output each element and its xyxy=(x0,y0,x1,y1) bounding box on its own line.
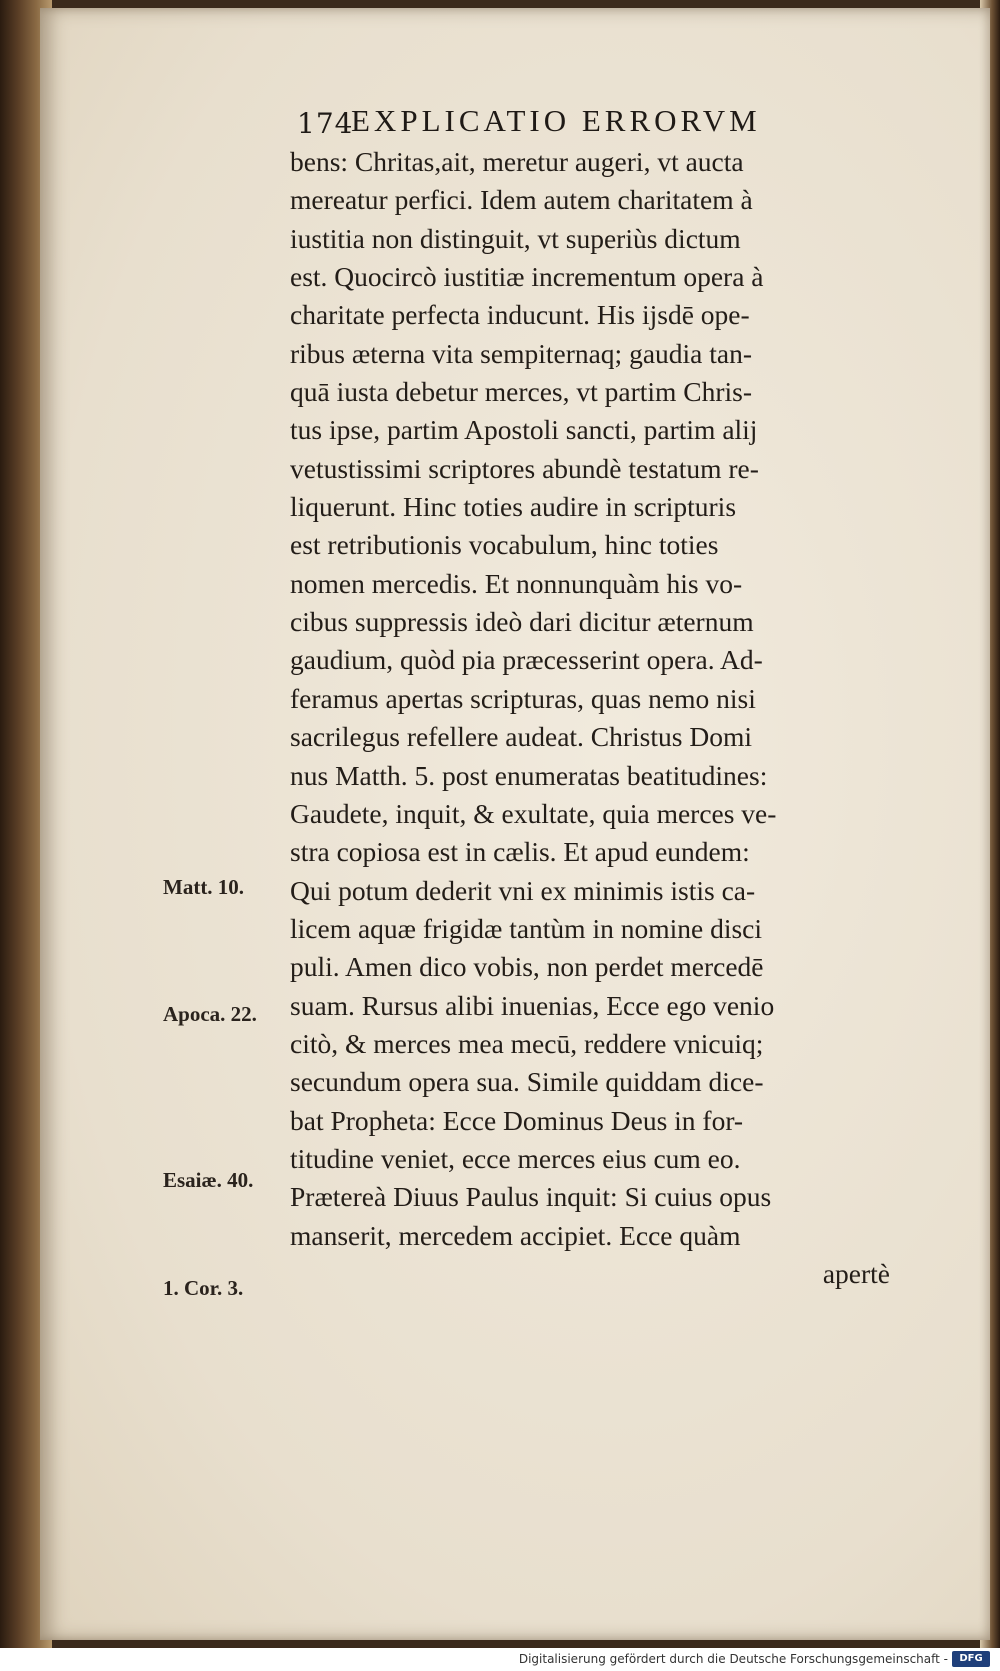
dfg-logo: DFG xyxy=(952,1651,990,1667)
text-line: manserit, mercedem accipiet. Ecce quàm xyxy=(290,1219,741,1251)
text-line: suam. Rursus alibi inuenias, Ecce ego venio xyxy=(290,989,775,1021)
text-line: ribus æterna vita sempiternaq; gaudia tan- xyxy=(290,337,753,369)
text-line: Gaudete, inquit, & exultate, quia merces ve- xyxy=(290,797,777,829)
text-line: citò, & merces mea mecū, reddere vnicuiq; xyxy=(290,1027,764,1059)
text-line: stra copiosa est in cælis. Et apud eundem: xyxy=(290,836,750,868)
page-header xyxy=(297,103,917,147)
text-line: est. Quocircò iustitiæ incrementum opera à xyxy=(290,261,764,293)
text-line: iustitia non distinguit, vt superiùs dictum xyxy=(290,222,741,254)
text-line: Prætereà Diuus Paulus inquit: Si cuius opus xyxy=(290,1181,772,1213)
text-line: est retributionis vocabulum, hinc toties xyxy=(290,529,719,561)
text-line: liquerunt. Hinc toties audire in scripturis xyxy=(290,491,737,523)
text-line: gaudium, quòd pia præcesserint opera. Ad- xyxy=(290,644,763,676)
text-line: mereatur perfici. Idem autem charitatem à xyxy=(290,184,753,216)
text-line: quā iusta debetur merces, vt partim Chris- xyxy=(290,376,753,408)
text-line: charitate perfecta inducunt. His ijsdē ope- xyxy=(290,299,750,331)
marginal-reference: Apoca. 22. xyxy=(163,1002,257,1026)
text-line: sacrilegus refellere audeat. Christus Domi xyxy=(290,721,752,753)
text-line: titudine veniet, ecce merces eius cum eo. xyxy=(290,1142,741,1174)
text-line: puli. Amen dico vobis, non perdet mercedē xyxy=(290,951,764,983)
text-line: bens: Chritas,ait, meretur augeri, vt aucta xyxy=(290,146,744,177)
body-text-block xyxy=(290,143,920,1293)
text-line: tus ipse, partim Apostoli sancti, partim alij xyxy=(290,414,758,446)
marginal-reference: 1. Cor. 3. xyxy=(163,1276,244,1300)
text-line: licem aquæ frigidæ tantùm in nomine disci xyxy=(290,912,763,944)
catchword: apertè xyxy=(822,1257,890,1289)
text-line: feramus apertas scripturas, quas nemo nisi xyxy=(290,682,756,714)
text-line: vetustissimi scriptores abundè testatum re- xyxy=(290,452,759,484)
marginal-reference: Matt. 10. xyxy=(163,875,245,899)
text-line: nus Matth. 5. post enumeratas beatitudines: xyxy=(290,759,768,791)
text-line: nomen mercedis. Et nonnunquàm his vo- xyxy=(290,567,743,599)
marginal-reference: Esaiæ. 40. xyxy=(163,1168,254,1192)
digitization-footer xyxy=(0,1648,1000,1671)
funding-credit: Digitalisierung gefördert durch die Deutsche Forschungsgemeinschaft - xyxy=(518,1652,948,1666)
running-title: EXPLICATIO ERRORVM xyxy=(351,103,761,138)
text-line: bat Propheta: Ecce Dominus Deus in for- xyxy=(290,1104,744,1136)
page-number: 174 xyxy=(297,107,354,140)
text-line: cibus suppressis ideò dari dicitur æternum xyxy=(290,606,754,638)
text-line: Qui potum dederit vni ex minimis istis ca- xyxy=(290,874,756,906)
text-line: secundum opera sua. Simile quiddam dice- xyxy=(290,1066,764,1098)
